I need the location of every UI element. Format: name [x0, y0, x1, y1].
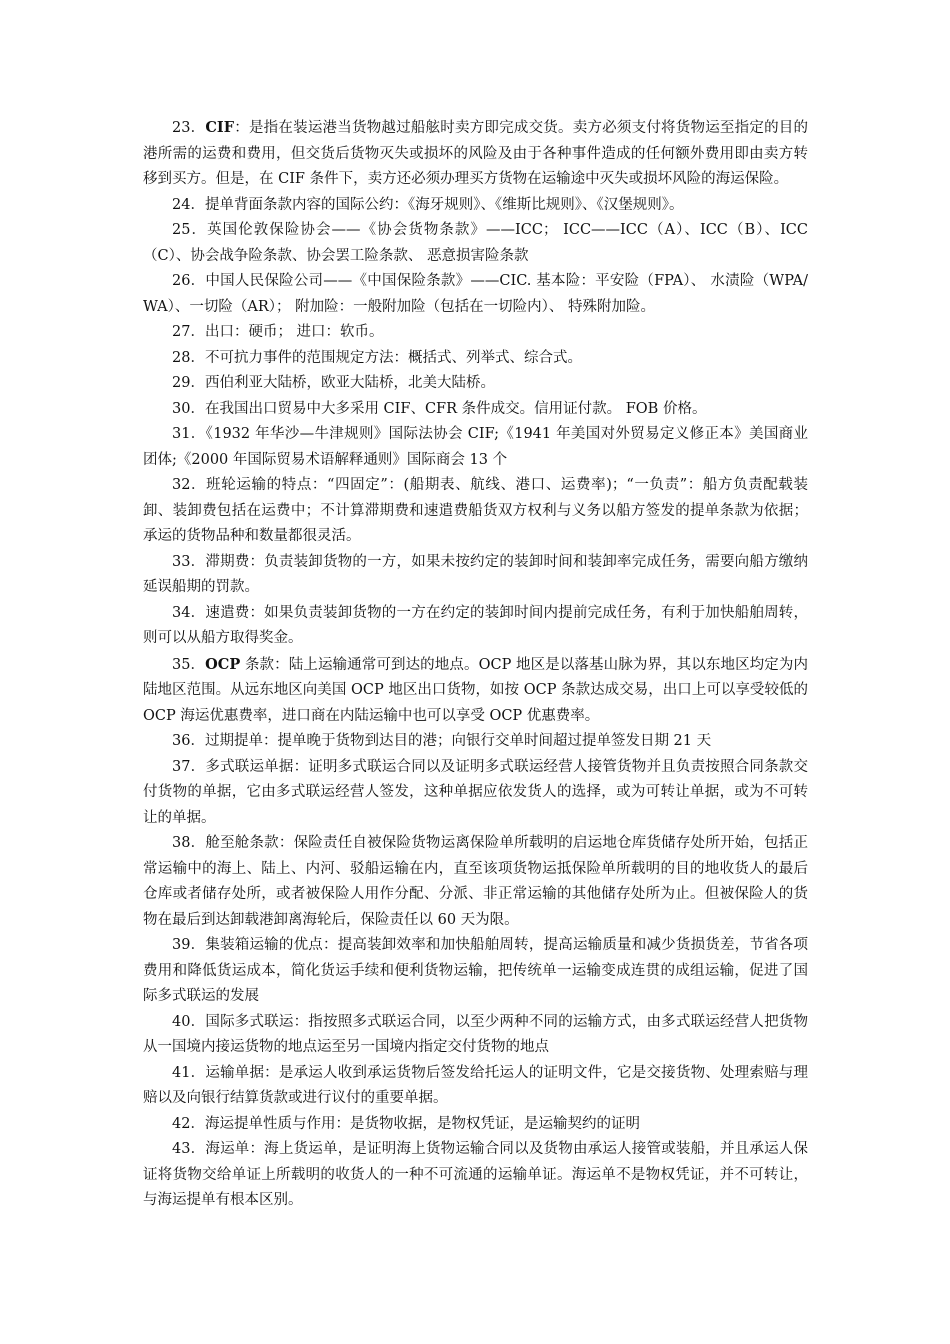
- paragraph-23: [143, 115, 808, 193]
- paragraph-number: 24．: [172, 196, 205, 213]
- paragraph-33: [143, 550, 808, 601]
- paragraph-text: 海运提单性质与作用：是货物收据，是物权凭证，是运输契约的证明: [204, 1115, 640, 1132]
- paragraph-number: 26．: [172, 273, 206, 289]
- paragraph-number: 40．: [172, 1013, 206, 1030]
- paragraph-text: 中国人民保险公司——《中国保险条款》——CIC. 基本险：平安险（FPA）、 水渍险（WPA/WA）、一切险（AR）； 附加险：一般附加险（包括在一切险内）、 特殊附加险。: [143, 273, 808, 315]
- paragraph-38: [143, 831, 808, 933]
- paragraph-41: [143, 1061, 808, 1112]
- paragraph-text: 集装箱运输的优点：提高装卸效率和加快船舶周转，提高运输质量和减少货损货差，节省各项费用和降低货运成本，简化货运手续和便利货物运输，把传统单一运输变成连贯的成组运输，促进了国际多式联运的发展: [143, 937, 808, 1004]
- paragraph-text: 出口：硬币； 进口：软币。: [204, 324, 384, 340]
- paragraph-number: 43．: [172, 1141, 206, 1157]
- term: OCP: [205, 655, 241, 673]
- paragraph-text: 英国伦敦保险协会——《协会货物条款》——ICC； ICC——ICC（A）、ICC（B）、ICC（C）、协会战争险条款、协会罢工险条款、 恶意损害险条款: [143, 222, 809, 264]
- paragraph-text: 班轮运输的特点：“四固定”：(船期表、航线、港口、运费率)；“一负责”：船方负责配载装卸、装卸费包括在运费中；不计算滞期费和速遣费船货双方权利与义务以船方签发的提单条款为依据；承运的货物品种和数量都很灵活。: [143, 477, 808, 544]
- paragraph-number: 41．: [172, 1064, 206, 1081]
- paragraph-text: 滞期费：负责装卸货物的一方，如果未按约定的装卸时间和装卸率完成任务，需要向船方缴纳延误船期的罚款。: [143, 553, 808, 595]
- paragraph-27: [143, 320, 808, 346]
- paragraph-32: [143, 473, 808, 550]
- paragraph-number: 39．: [172, 937, 206, 953]
- paragraph-39: [143, 933, 808, 1010]
- paragraph-text: 舱至舱条款：保险责任自被保险货物运离保险单所载明的启运地仓库货储存处所开始，包括正常运输中的海上、陆上、内河、驳船运输在内，直至该项货物运抵保险单所载明的目的地收货人的最后仓库或者储存处所，或者被保险人用作分配、分派、非正常运输的其他储存处所为止。但被保险人的货物在最后到达卸载港卸离海轮后，保险责任以 60 天为限。: [143, 835, 808, 928]
- paragraph-number: 35．: [172, 656, 206, 673]
- paragraph-text: 海运单：海上货运单，是证明海上货物运输合同以及货物由承运人接管或装船，并且承运人保证将货物交给单证上所载明的收货人的一种不可流通的运输单证。海运单不是物权凭证，并不可转让，与海运提单有根本区别。: [143, 1141, 808, 1208]
- paragraph-text: 不可抗力事件的范围规定方法：概括式、列举式、综合式。: [204, 349, 582, 366]
- paragraph-text: 国际多式联运：指按照多式联运合同，以至少两种不同的运输方式，由多式联运经营人把货物从一国境内接运货物的地点运至另一国境内指定交付货物的地点: [143, 1013, 808, 1055]
- paragraph-24: [143, 193, 808, 219]
- paragraph-text: 西伯利亚大陆桥，欧亚大陆桥，北美大陆桥。: [204, 375, 495, 391]
- paragraph-31: [143, 422, 808, 473]
- paragraph-42: [143, 1112, 808, 1138]
- paragraph-number: 23．: [172, 120, 206, 136]
- paragraph-35: [143, 652, 808, 730]
- paragraph-43: [143, 1137, 808, 1214]
- paragraph-30: [143, 397, 808, 423]
- paragraph-number: 42．: [172, 1115, 205, 1132]
- paragraph-number: 27．: [172, 324, 205, 340]
- paragraph-text: 运输单据：是承运人收到承运货物后签发给托运人的证明文件，它是交接货物、处理索赔与理赔以及向银行结算货款或进行议付的重要单据。: [143, 1064, 808, 1106]
- paragraph-number: 34．: [172, 604, 206, 621]
- paragraph-26: [143, 269, 808, 320]
- paragraph-number: 36．: [172, 733, 205, 749]
- paragraph-36: [143, 729, 808, 755]
- paragraph-text: ：是指在装运港当货物越过船舷时卖方即完成交货。卖方必须支付将货物运至指定的目的港所需的运费和费用，但交货后货物灭失或损坏的风险及由于各种事件造成的任何额外费用即由卖方转移到买方。但是，在 CIF 条件下，卖方还必须办理买方货物在运输途中灭失或损坏风险的海运保险。: [143, 120, 808, 187]
- paragraph-29: [143, 371, 808, 397]
- paragraph-28: [143, 346, 808, 372]
- paragraph-number: 29．: [172, 375, 205, 391]
- paragraph-number: 38．: [172, 835, 206, 851]
- paragraph-number: 28．: [172, 349, 205, 366]
- document-body: [143, 115, 808, 1214]
- paragraph-25: [143, 218, 808, 269]
- paragraph-text: 过期提单：提单晚于货物到达目的港；向银行交单时间超过提单签发日期 21 天: [204, 733, 712, 749]
- paragraph-34: [143, 601, 808, 652]
- paragraph-text: 《1932 年华沙—牛津规则》国际法协会 CIF;《1941 年美国对外贸易定义修正本》美国商业团体;《2000 年国际贸易术语解释通则》国际商会 13 个: [143, 426, 808, 468]
- paragraph-text: 条款：陆上运输通常可到达的地点。OCP 地区是以落基山脉为界，其以东地区均定为内陆地区范围。从远东地区向美国 OCP 地区出口货物，如按 OCP 条款达成交易，出口上可以享受较低的 OCP 海运优惠费率，进口商在内陆运输中也可以享受 OCP 优惠费率。: [143, 656, 808, 724]
- term: CIF: [205, 119, 235, 136]
- paragraph-text: 多式联运单据：证明多式联运合同以及证明多式联运经营人接管货物并且负责按照合同条款交付货物的单据，它由多式联运经营人签发，这种单据应依发货人的选择，或为可转让单据，或为不可转让的单据。: [143, 758, 808, 826]
- paragraph-37: [143, 755, 808, 832]
- paragraph-text: 提单背面条款内容的国际公约：《海牙规则》、《维斯比规则》、《汉堡规则》。: [204, 196, 684, 213]
- paragraph-number: 31．: [172, 426, 206, 442]
- paragraph-40: [143, 1010, 808, 1061]
- paragraph-number: 32．: [172, 477, 207, 493]
- paragraph-number: 37．: [172, 758, 206, 775]
- paragraph-text: 在我国出口贸易中大多采用 CIF、CFR 条件成交。信用证付款。 FOB 价格。: [204, 400, 707, 417]
- paragraph-number: 25．: [172, 222, 208, 238]
- paragraph-number: 30．: [172, 400, 205, 417]
- paragraph-text: 速遣费：如果负责装卸货物的一方在约定的装卸时间内提前完成任务，有利于加快船舶周转，则可以从船方取得奖金。: [143, 604, 808, 646]
- paragraph-number: 33．: [172, 553, 206, 570]
